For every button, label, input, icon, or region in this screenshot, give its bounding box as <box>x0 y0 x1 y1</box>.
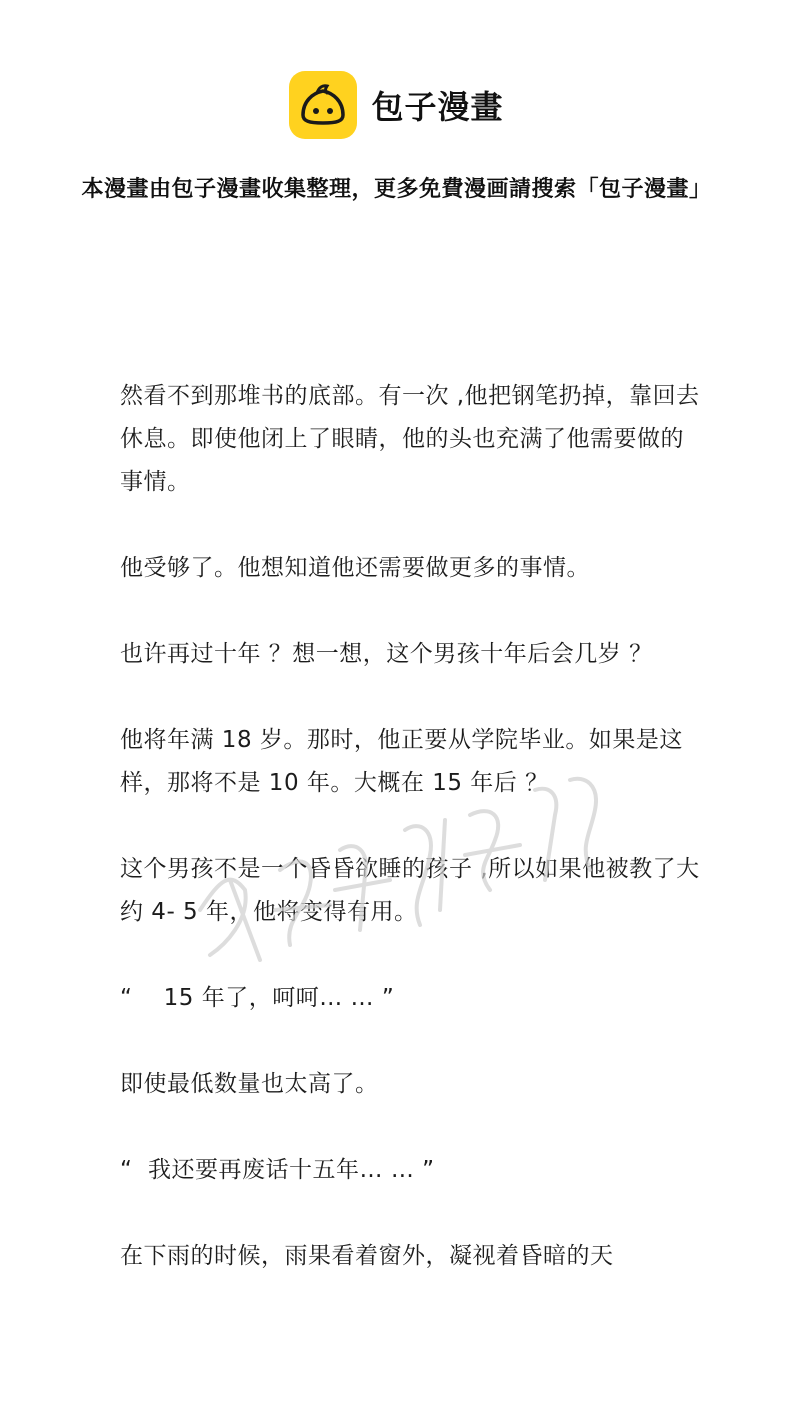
paragraph: “ 15 年了，呵呵… … ” <box>120 985 395 1011</box>
source-notice: 本漫畫由包子漫畫收集整理，更多免費漫画請搜索「包子漫畫」 <box>81 177 712 202</box>
paragraph: 在下雨的时候，雨果看着窗外，凝视着昏暗的天 <box>120 1243 614 1269</box>
paragraph: 这个男孩不是一个昏昏欲睡的孩子 ,所以如果他被教了大约 4- 5 年，他将变得有用。 <box>120 856 700 925</box>
paragraph: 他将年满 18 岁。那时，他正要从学院毕业。如果是这样，那将不是 10 年。大概在 15 年后 ？ <box>120 727 683 796</box>
paragraph: 也许再过十年 ？想一想，这个男孩十年后会几岁 ？ <box>120 641 653 667</box>
bun-mascot-icon <box>289 71 357 139</box>
chapter-text <box>120 375 700 1321</box>
paragraph: “ 我还要再废话十五年… … ” <box>120 1157 435 1183</box>
brand-name: 包子漫畫 <box>371 88 504 126</box>
paragraph: 然看不到那堆书的底部。有一次 ,他把钢笔扔掉，靠回去休息。即使他闭上了眼睛，他的头也充满了他需要做的事情。 <box>120 383 700 495</box>
brand-header <box>0 70 793 140</box>
paragraph: 即使最低数量也太高了。 <box>120 1071 379 1097</box>
paragraph: 他受够了。他想知道他还需要做更多的事情。 <box>120 555 590 581</box>
